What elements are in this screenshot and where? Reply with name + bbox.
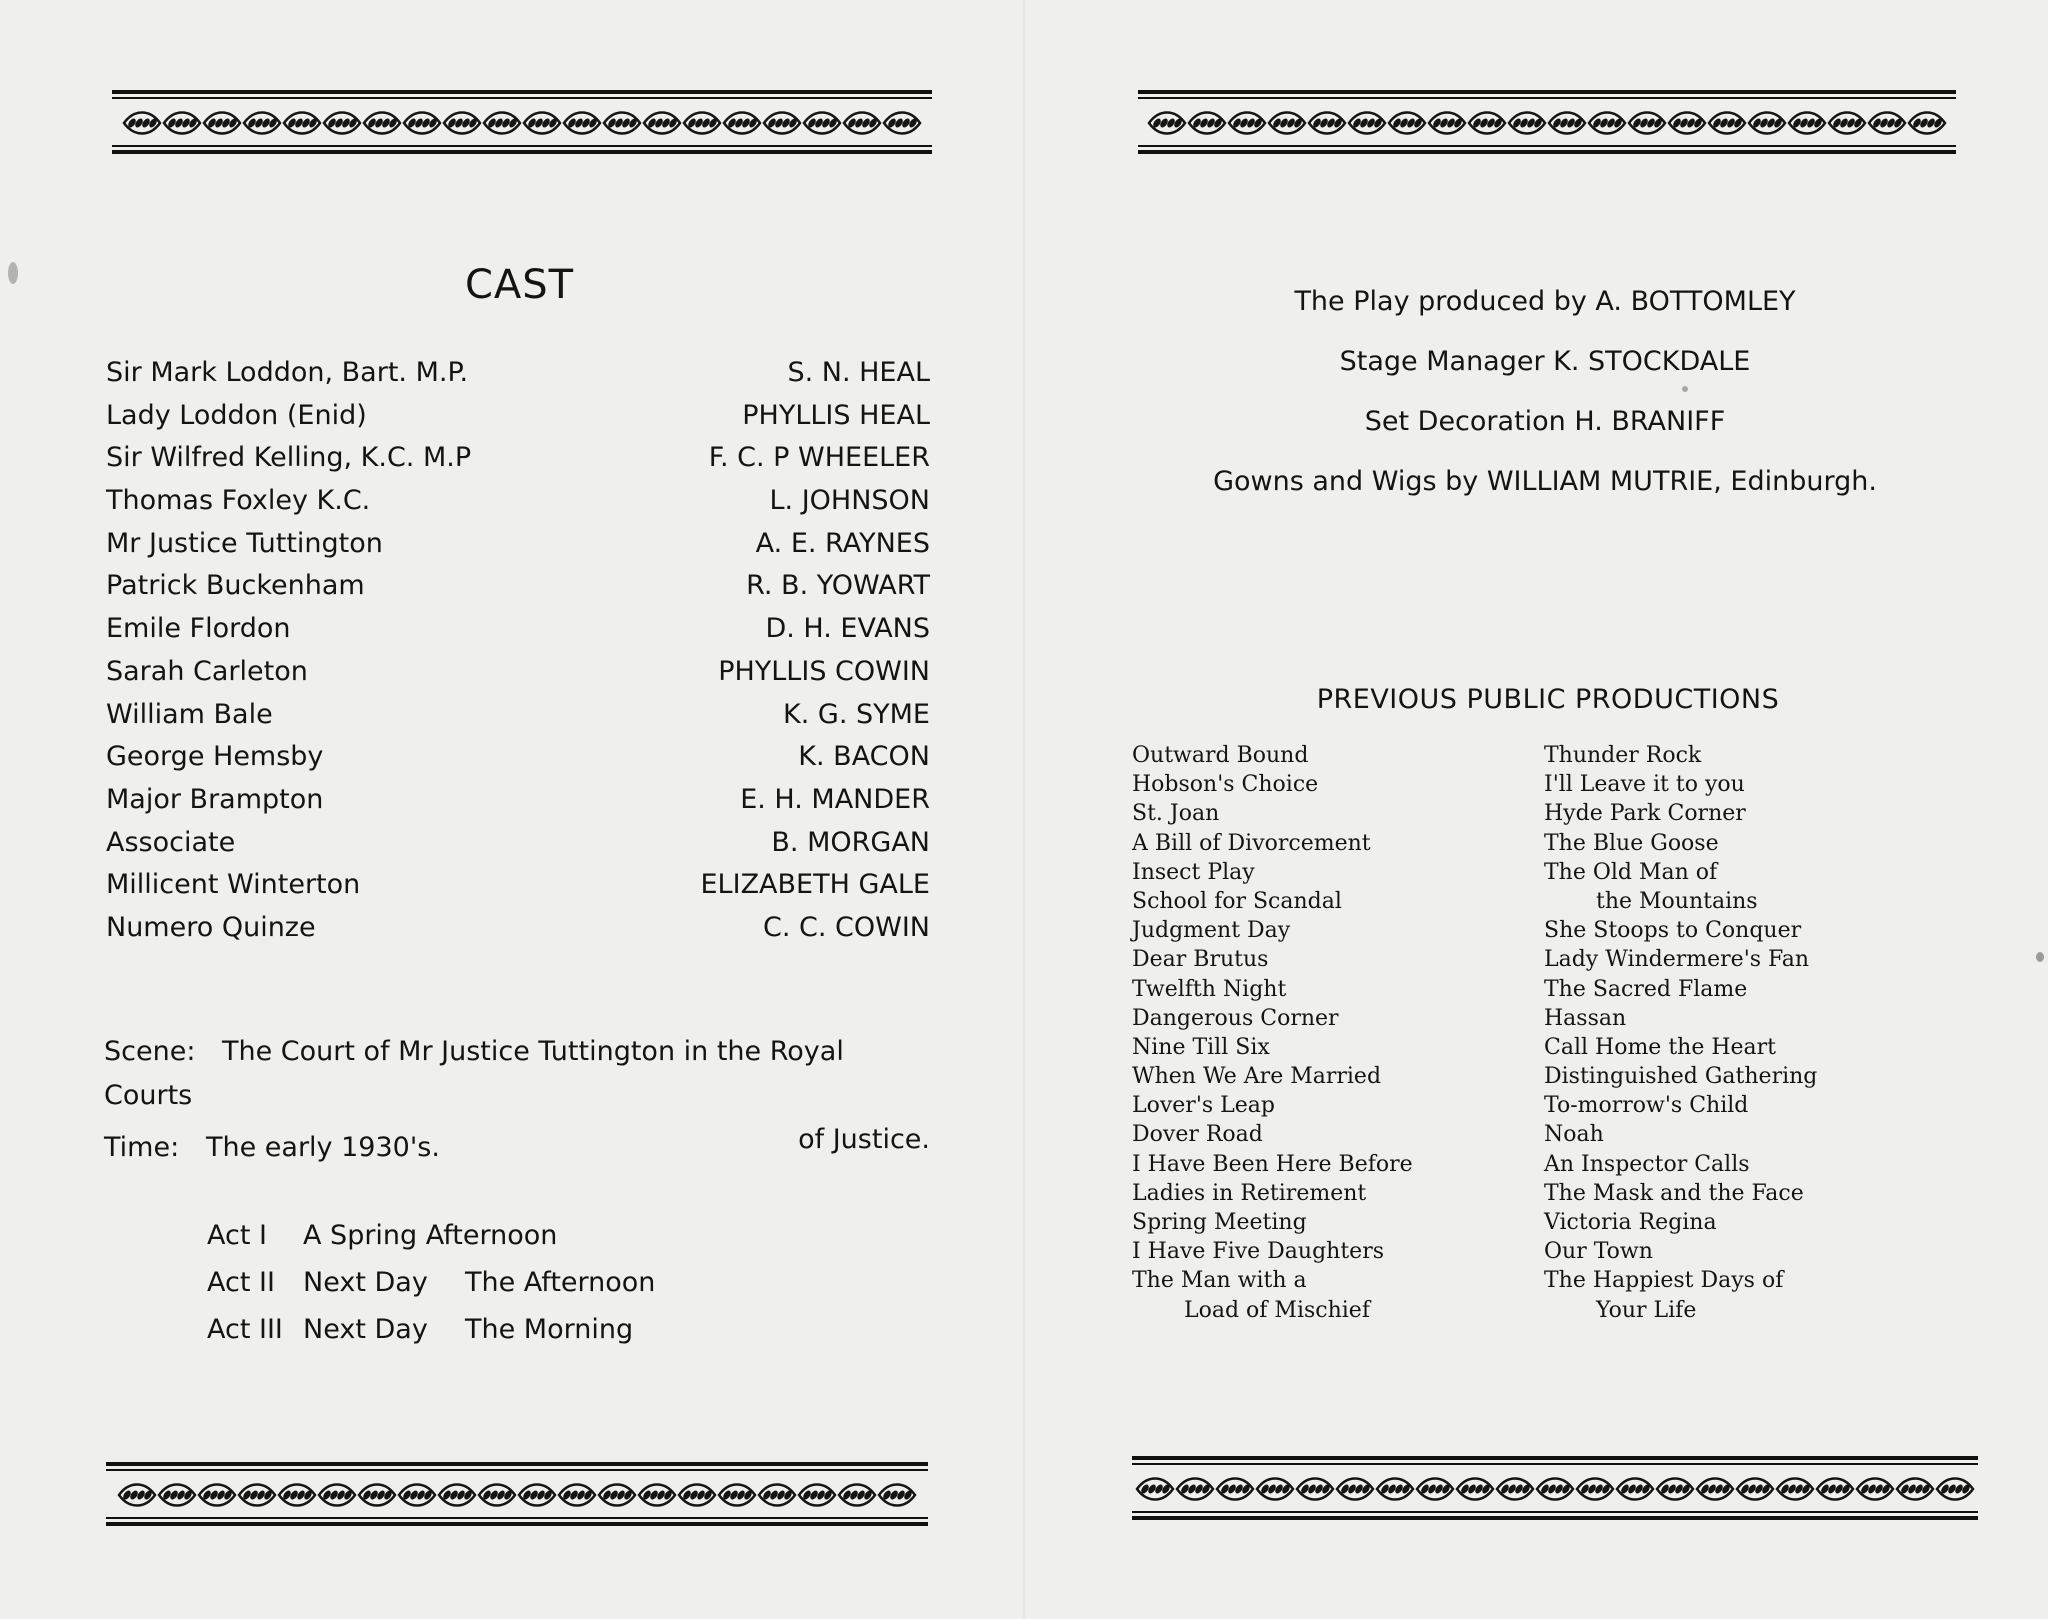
act-row bbox=[207, 1212, 655, 1259]
ink-speck bbox=[1682, 386, 1688, 392]
production-title: An Inspector Calls bbox=[1544, 1151, 1750, 1177]
role-name: Sarah Carleton bbox=[106, 655, 308, 687]
actor-name: D. H. EVANS bbox=[765, 613, 930, 645]
production-title: Dear Brutus bbox=[1132, 947, 1269, 973]
production-title: the Mountains bbox=[1596, 888, 1758, 914]
cast-row bbox=[106, 907, 930, 950]
bottom-ornamental-border bbox=[106, 1462, 928, 1532]
actor-name: E. H. MANDER bbox=[740, 783, 930, 815]
cast-list bbox=[106, 352, 930, 950]
act-number: Act II bbox=[207, 1267, 275, 1298]
production-title: The Mask and the Face bbox=[1544, 1180, 1804, 1206]
production-title: Ladies in Retirement bbox=[1132, 1180, 1367, 1206]
production-title: Insect Play bbox=[1132, 859, 1255, 885]
time-value: The early 1930's. bbox=[206, 1132, 440, 1163]
ink-speck bbox=[2036, 952, 2044, 962]
cast-row bbox=[106, 694, 930, 737]
role-name: Associate bbox=[106, 826, 236, 858]
cast-row bbox=[106, 565, 930, 608]
time-block bbox=[104, 1132, 440, 1163]
act-number: Act III bbox=[207, 1314, 283, 1345]
actor-name: F. C. P WHEELER bbox=[708, 442, 930, 474]
production-title: Spring Meeting bbox=[1132, 1210, 1307, 1235]
production-title: Hassan bbox=[1544, 1005, 1627, 1031]
actor-name: K. G. SYME bbox=[783, 698, 930, 730]
role-name: William Bale bbox=[106, 698, 273, 730]
production-title: Outward Bound bbox=[1132, 743, 1309, 768]
production-title: Nine Till Six bbox=[1132, 1034, 1270, 1060]
cast-row bbox=[106, 437, 930, 480]
act-time-detail: The Afternoon bbox=[465, 1267, 656, 1298]
cast-row bbox=[106, 736, 930, 779]
top-ornamental-border bbox=[1138, 90, 1956, 160]
laurel-border-icon bbox=[1138, 105, 1956, 141]
laurel-border-icon bbox=[112, 105, 932, 141]
production-title: The Man with a bbox=[1132, 1268, 1307, 1294]
role-name: Thomas Foxley K.C. bbox=[106, 485, 371, 517]
production-title: Lady Windermere's Fan bbox=[1544, 947, 1810, 973]
production-title: Dover Road bbox=[1132, 1122, 1263, 1148]
act-time: Next Day bbox=[303, 1267, 428, 1298]
role-name: Mr Justice Tuttington bbox=[106, 527, 383, 559]
production-title: She Stoops to Conquer bbox=[1544, 918, 1802, 944]
role-name: Sir Mark Loddon, Bart. M.P. bbox=[106, 357, 469, 388]
actor-name: C. C. COWIN bbox=[763, 911, 930, 943]
role-name: Millicent Winterton bbox=[106, 869, 361, 901]
cast-row bbox=[106, 864, 930, 907]
production-credits bbox=[1150, 272, 1940, 512]
act-time-detail: The Morning bbox=[465, 1314, 634, 1345]
production-title: Noah bbox=[1544, 1122, 1604, 1148]
production-title: I Have Been Here Before bbox=[1132, 1151, 1413, 1177]
role-name: Patrick Buckenham bbox=[106, 570, 365, 602]
act-number: Act I bbox=[207, 1220, 267, 1251]
actor-name: B. MORGAN bbox=[771, 826, 930, 858]
production-title: I Have Five Daughters bbox=[1132, 1239, 1385, 1265]
laurel-border-icon bbox=[106, 1477, 928, 1513]
laurel-border-icon bbox=[1132, 1471, 1978, 1507]
acts-list bbox=[207, 1212, 655, 1353]
production-title: Load of Mischief bbox=[1184, 1297, 1370, 1323]
cast-row bbox=[106, 822, 930, 865]
production-title: The Blue Goose bbox=[1544, 830, 1719, 856]
role-name: Sir Wilfred Kelling, K.C. M.P bbox=[106, 442, 472, 474]
top-ornamental-border bbox=[112, 90, 932, 160]
production-title: Lover's Leap bbox=[1132, 1093, 1275, 1119]
previous-productions-column-2 bbox=[1544, 741, 1817, 1325]
production-title: The Happiest Days of bbox=[1544, 1268, 1784, 1294]
act-time: A Spring Afternoon bbox=[303, 1220, 558, 1251]
production-title: Our Town bbox=[1544, 1239, 1653, 1265]
production-title: Thunder Rock bbox=[1544, 743, 1702, 768]
production-title: The Old Man of bbox=[1544, 859, 1718, 885]
actor-name: R. B. YOWART bbox=[746, 570, 930, 602]
credit-line: Stage Manager K. STOCKDALE bbox=[1339, 346, 1751, 377]
production-title: Victoria Regina bbox=[1544, 1210, 1717, 1235]
act-row bbox=[207, 1259, 655, 1306]
credit-line: Gowns and Wigs by WILLIAM MUTRIE, Edinburgh. bbox=[1213, 466, 1877, 497]
cast-row bbox=[106, 779, 930, 822]
actor-name: PHYLLIS COWIN bbox=[718, 655, 930, 687]
time-label: Time: bbox=[104, 1132, 180, 1163]
cast-row bbox=[106, 608, 930, 651]
scene-description-continued: of Justice. bbox=[798, 1124, 930, 1155]
production-title: Twelfth Night bbox=[1132, 976, 1287, 1002]
cast-row bbox=[106, 352, 930, 395]
cast-row bbox=[106, 480, 930, 523]
credit-line: Set Decoration H. BRANIFF bbox=[1364, 406, 1726, 437]
credit-line: The Play produced by A. BOTTOMLEY bbox=[1294, 286, 1796, 317]
production-title: To-morrow's Child bbox=[1544, 1093, 1749, 1119]
act-time: Next Day bbox=[303, 1314, 428, 1345]
production-title: The Sacred Flame bbox=[1544, 976, 1748, 1002]
previous-productions-title: PREVIOUS PUBLIC PRODUCTIONS bbox=[1316, 684, 1780, 715]
actor-name: S. N. HEAL bbox=[787, 357, 930, 388]
scene-description: The Court of Mr Justice Tuttington in the Royal Courts bbox=[104, 1036, 844, 1111]
act-row bbox=[207, 1306, 655, 1353]
cast-title: CAST bbox=[465, 262, 575, 308]
actor-name: PHYLLIS HEAL bbox=[742, 399, 930, 431]
production-title: A Bill of Divorcement bbox=[1132, 830, 1371, 856]
production-title: St. Joan bbox=[1132, 801, 1220, 827]
cast-row bbox=[106, 651, 930, 694]
production-title: Hyde Park Corner bbox=[1544, 801, 1746, 827]
scene-label: Scene: bbox=[104, 1036, 196, 1067]
production-title: Distinguished Gathering bbox=[1544, 1064, 1818, 1090]
role-name: Numero Quinze bbox=[106, 911, 316, 943]
cast-row bbox=[106, 395, 930, 438]
production-title: Call Home the Heart bbox=[1544, 1034, 1777, 1060]
actor-name: A. E. RAYNES bbox=[755, 527, 930, 559]
production-title: I'll Leave it to you bbox=[1544, 772, 1745, 798]
cast-row bbox=[106, 523, 930, 566]
role-name: Major Brampton bbox=[106, 783, 324, 815]
role-name: George Hemsby bbox=[106, 741, 324, 773]
production-title: When We Are Married bbox=[1132, 1064, 1382, 1090]
production-title: Dangerous Corner bbox=[1132, 1005, 1339, 1031]
production-title: Your Life bbox=[1596, 1297, 1697, 1323]
ink-speck bbox=[8, 262, 18, 284]
role-name: Emile Flordon bbox=[106, 613, 291, 645]
production-title: Hobson's Choice bbox=[1132, 772, 1319, 798]
bottom-ornamental-border bbox=[1132, 1456, 1978, 1526]
actor-name: L. JOHNSON bbox=[769, 485, 930, 517]
previous-productions-column-1 bbox=[1132, 741, 1413, 1325]
production-title: Judgment Day bbox=[1132, 918, 1291, 944]
actor-name: ELIZABETH GALE bbox=[700, 869, 930, 901]
role-name: Lady Loddon (Enid) bbox=[106, 399, 367, 431]
actor-name: K. BACON bbox=[798, 741, 930, 773]
production-title: School for Scandal bbox=[1132, 888, 1342, 914]
